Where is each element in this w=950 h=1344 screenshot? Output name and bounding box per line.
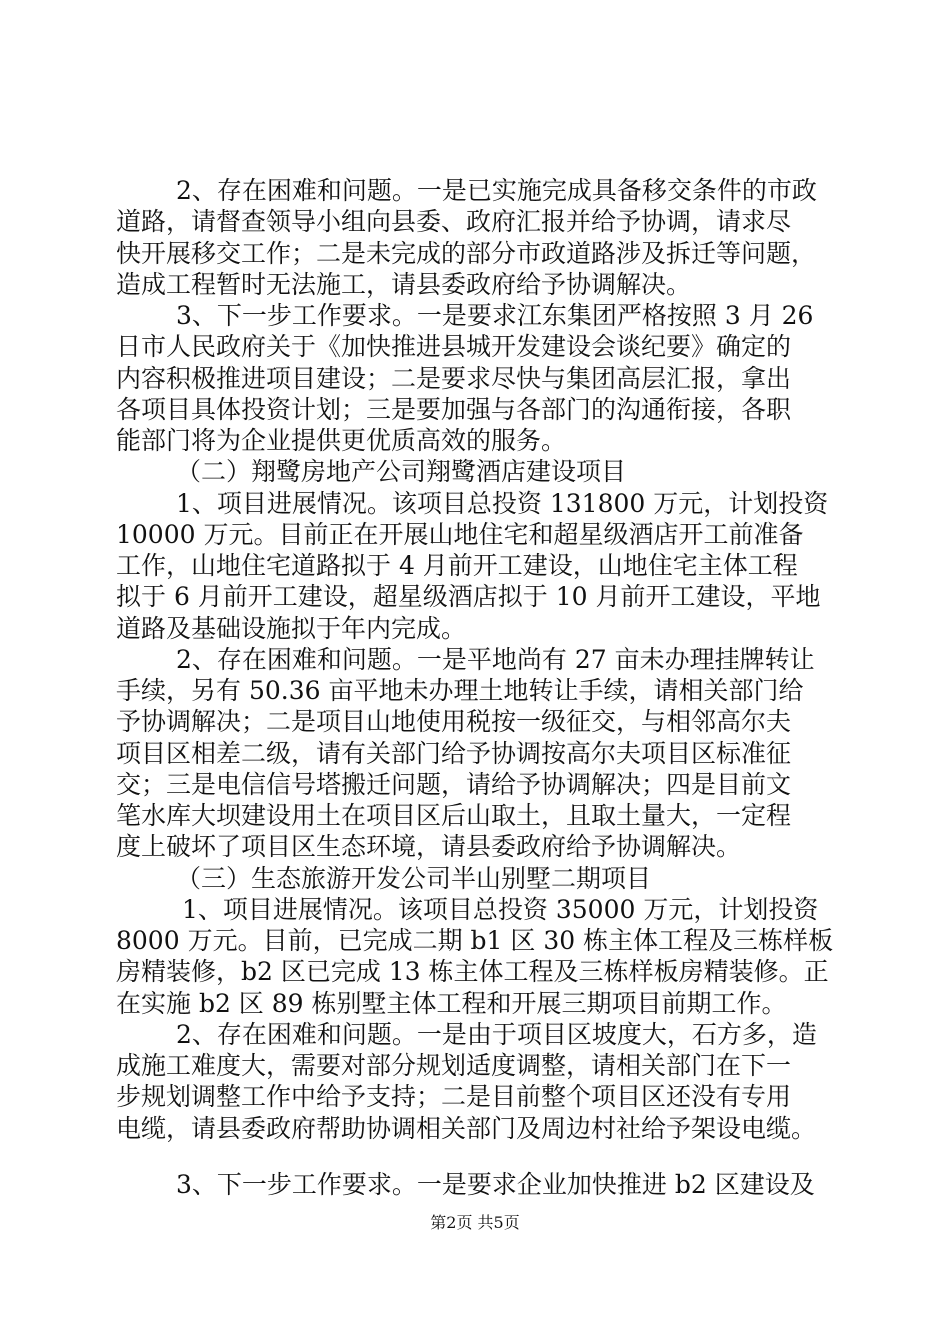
paragraph-line: 各项目具体投资计划；三是要加强与各部门的沟通衔接，各职 [116,395,792,424]
paragraph-line: 1、项目进展情况。该项目总投资 35000 万元，计划投资 [182,895,819,924]
page-number-footer: 第2页 共5页 [430,1213,520,1232]
paragraph-line: 项目区相差二级，请有关部门给予协调按高尔夫项目区标准征 [116,739,792,768]
paragraph-line: 快开展移交工作；二是未完成的部分市政道路涉及拆迁等问题， [116,239,817,268]
paragraph-line: 成施工难度大，需要对部分规划适度调整，请相关部门在下一 [116,1051,792,1080]
paragraph-line: 内容积极推进项目建设；二是要求尽快与集团高层汇报，拿出 [116,364,792,393]
paragraph-line: 3、下一步工作要求。一是要求企业加快推进 b2 区建设及 [176,1170,815,1199]
paragraph-line: 拟于 6 月前开工建设，超星级酒店拟于 10 月前开工建设，平地 [116,582,821,611]
paragraph-line: 在实施 b2 区 89 栋别墅主体工程和开展三期项目前期工作。 [116,989,787,1018]
paragraph-line: 步规划调整工作中给予支持；二是目前整个项目区还没有专用 [116,1082,792,1111]
paragraph-line: 日市人民政府关于《加快推进县城开发建设会谈纪要》确定的 [116,332,792,361]
paragraph-line: 工作，山地住宅道路拟于 4 月前开工建设，山地住宅主体工程 [116,551,798,580]
paragraph-line: 予协调解决；二是项目山地使用税按一级征交，与相邻高尔夫 [116,707,792,736]
section-heading: （三）生态旅游开发公司半山别墅二期项目 [176,864,652,893]
paragraph-line: 1、项目进展情况。该项目总投资 131800 万元，计划投资 [176,489,829,518]
paragraph-line: 交；三是电信信号塔搬迁问题，请给予协调解决；四是目前文 [116,770,792,799]
paragraph-line: 3、下一步工作要求。一是要求江东集团严格按照 3 月 26 [176,301,814,330]
paragraph-line: 2、存在困难和问题。一是已实施完成具备移交条件的市政 [176,176,817,205]
paragraph-line: 电缆，请县委政府帮助协调相关部门及周边村社给予架设电缆。 [116,1114,817,1143]
paragraph-line: 10000 万元。目前正在开展山地住宅和超星级酒店开工前准备 [116,520,804,549]
paragraph-line: 度上破坏了项目区生态环境，请县委政府给予协调解决。 [116,832,742,861]
paragraph-line: 道路及基础设施拟于年内完成。 [116,614,467,643]
paragraph-line: 2、存在困难和问题。一是平地尚有 27 亩未办理挂牌转让 [176,645,815,674]
paragraph-line: 2、存在困难和问题。一是由于项目区坡度大，石方多，造 [176,1020,817,1049]
section-heading: （二）翔鹭房地产公司翔鹭酒店建设项目 [176,457,627,486]
paragraph-line: 能部门将为企业提供更优质高效的服务。 [116,426,567,455]
paragraph-line: 造成工程暂时无法施工，请县委政府给予协调解决。 [116,270,692,299]
paragraph-line: 笔水库大坝建设用土在项目区后山取土，且取土量大，一定程 [116,801,792,830]
paragraph-line: 道路，请督查领导小组向县委、政府汇报并给予协调，请求尽 [116,207,792,236]
paragraph-line: 房精装修，b2 区已完成 13 栋主体工程及三栋样板房精装修。正 [116,957,829,986]
paragraph-line: 8000 万元。目前，已完成二期 b1 区 30 栋主体工程及三栋样板 [116,926,834,955]
paragraph-line: 手续，另有 50.36 亩平地未办理土地转让手续，请相关部门给 [116,676,804,705]
